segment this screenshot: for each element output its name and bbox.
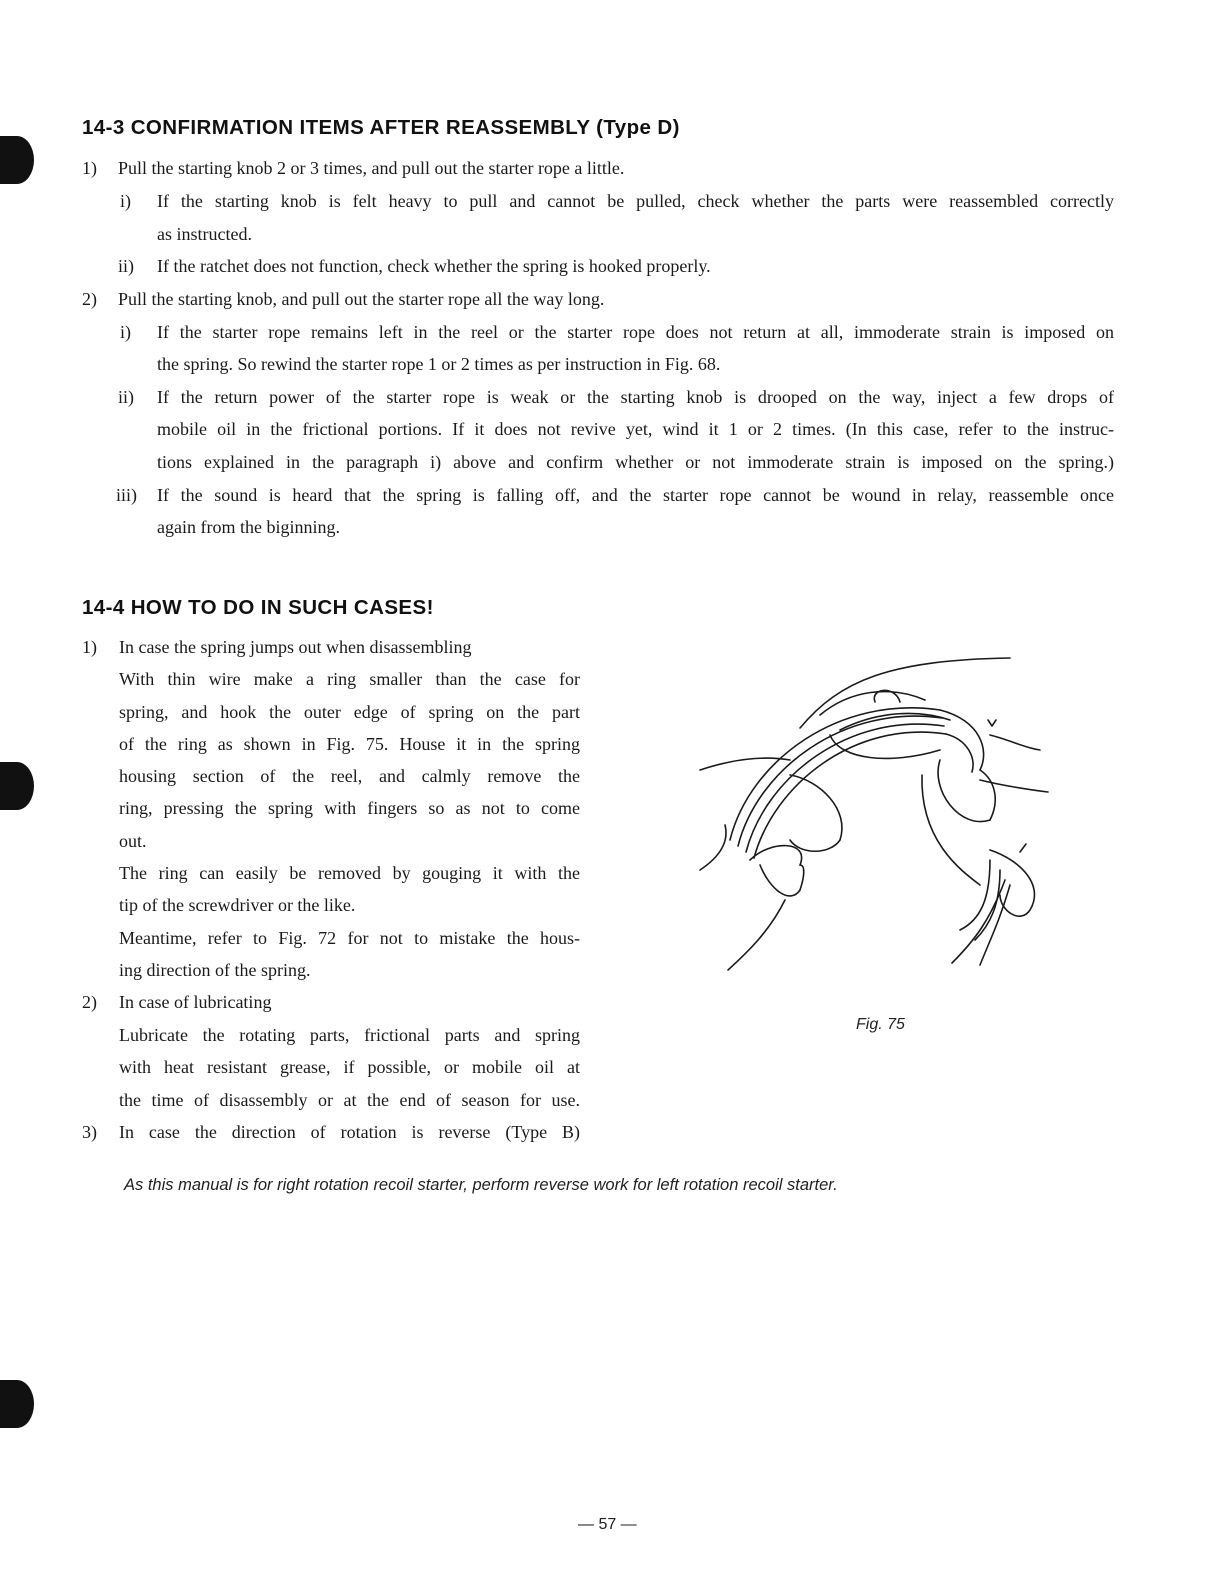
item-line: out. (119, 831, 147, 851)
sub-item-line: If the starter rope remains left in the reel or the starter rope does not return at all, immoderate strain is imposed on (157, 322, 1114, 342)
sub-item-number: i) (120, 191, 131, 211)
sub-item-line: the spring. So rewind the starter rope 1 or 2 times as per instruction in Fig. 68. (157, 354, 721, 374)
item-line: In case of lubricating (119, 992, 272, 1012)
item-number: 2) (82, 992, 97, 1012)
sub-item-number: ii) (118, 256, 134, 276)
figure-caption: Fig. 75 (856, 1016, 905, 1033)
page-number: — 57 — (578, 1516, 637, 1533)
item-line: Meantime, refer to Fig. 72 for not to mistake the hous- (119, 928, 580, 948)
section-heading-14-4: 14-4 HOW TO DO IN SUCH CASES! (82, 596, 434, 619)
sub-item-line: If the ratchet does not function, check whether the spring is hooked properly. (157, 256, 711, 276)
item-line: with heat resistant grease, if possible, or mobile oil at (119, 1057, 580, 1077)
sub-item-line: If the sound is heard that the spring is falling off, and the starter rope cannot be wound in relay, reassemble once (157, 485, 1114, 505)
item-line: The ring can easily be removed by gouging it with the (119, 863, 580, 883)
item-text: Pull the starting knob, and pull out the starter rope all the way long. (118, 289, 605, 309)
item-line: housing section of the reel, and calmly remove the (119, 766, 580, 786)
item-number: 1) (82, 637, 97, 657)
sub-item-line: If the return power of the starter rope is weak or the starting knob is drooped on the way, inject a few drops of (157, 387, 1114, 407)
sub-item-line: as instructed. (157, 224, 252, 244)
item-line: With thin wire make a ring smaller than the case for (119, 669, 580, 689)
item-number: 2) (82, 289, 97, 309)
item-number: 1) (82, 158, 97, 178)
sub-item-line: mobile oil in the frictional portions. If it does not revive yet, wind it 1 or 2 times. (In this case, refer to the instruc- (157, 419, 1114, 439)
item-line: the time of disassembly or at the end of season for use. (119, 1090, 580, 1110)
item-line: spring, and hook the outer edge of spring on the part (119, 702, 580, 722)
item-text: Pull the starting knob 2 or 3 times, and pull out the starter rope a little. (118, 158, 625, 178)
item-line: of the ring as shown in Fig. 75. House it in the spring (119, 734, 580, 754)
sub-item-line: tions explained in the paragraph i) above and confirm whether or not immoderate strain is imposed on the spring.) (157, 452, 1114, 472)
item-line: Lubricate the rotating parts, frictional parts and spring (119, 1025, 580, 1045)
sub-item-number: i) (120, 322, 131, 342)
section-heading-14-3: 14-3 CONFIRMATION ITEMS AFTER REASSEMBLY (Type D) (82, 116, 680, 139)
fig-75-illustration (690, 640, 1060, 980)
footnote-note: As this manual is for right rotation recoil starter, perform reverse work for left rotation recoil starter. (124, 1176, 838, 1194)
item-line: ing direction of the spring. (119, 960, 311, 980)
item-line: tip of the screwdriver or the like. (119, 895, 356, 915)
binder-hole-middle (0, 762, 34, 810)
sub-item-number: iii) (116, 485, 137, 505)
item-line: ring, pressing the spring with fingers so as not to come (119, 798, 580, 818)
sub-item-line: If the starting knob is felt heavy to pull and cannot be pulled, check whether the parts were reassembled correctly (157, 191, 1114, 211)
sub-item-line: again from the biginning. (157, 517, 340, 537)
binder-hole-bottom (0, 1380, 34, 1428)
item-line: In case the spring jumps out when disassembling (119, 637, 472, 657)
sub-item-number: ii) (118, 387, 134, 407)
item-number: 3) (82, 1122, 97, 1142)
binder-hole-top (0, 136, 34, 184)
item-line: In case the direction of rotation is reverse (Type B) (119, 1122, 580, 1142)
